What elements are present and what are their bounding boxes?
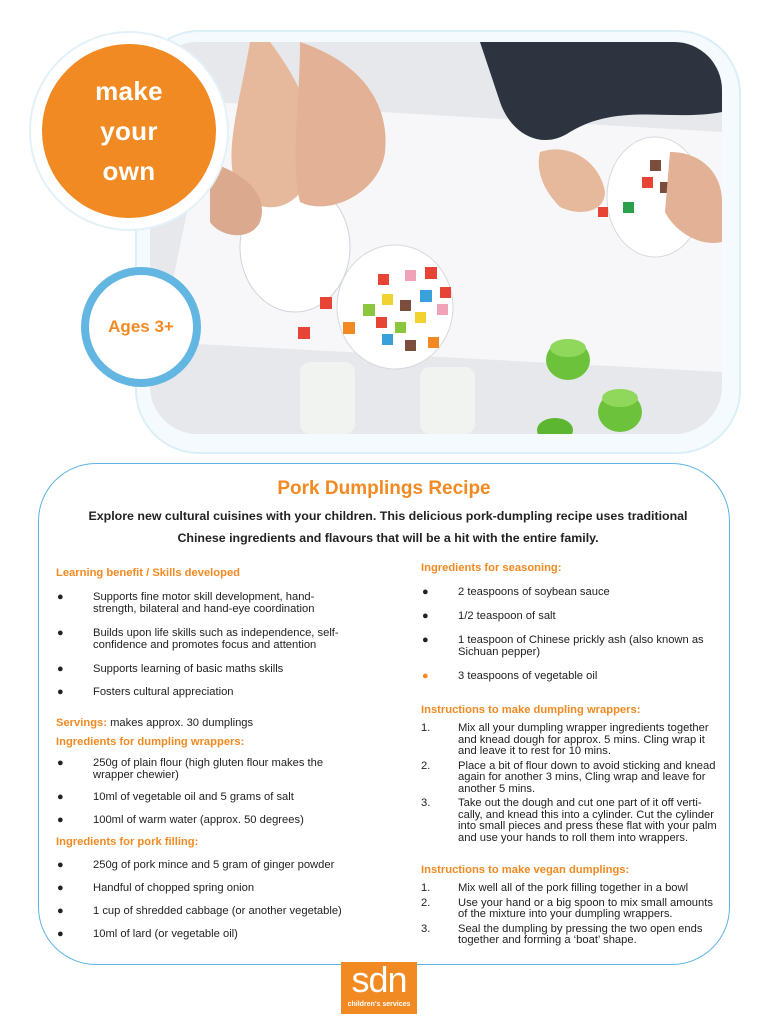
badge-word: make [95, 76, 163, 106]
filling-list [56, 859, 376, 940]
wrappers-heading: Ingredients for dumpling wrappers: [56, 736, 245, 748]
list-item: ● 1/2 teaspoon of salt [422, 610, 556, 622]
logo-subtext: children's services [347, 1001, 411, 1008]
vegan-instructions-heading: Instructions to make vegan dumplings: [421, 864, 630, 876]
list-item: ● 10ml of lard (or vegetable oil) [57, 928, 238, 940]
ages-label: Ages 3+ [108, 317, 174, 336]
list-item: ● 2 teaspoons of soybean sauce [422, 586, 610, 598]
wrappers-list [56, 757, 376, 826]
filling-heading: Ingredients for pork filling: [56, 836, 199, 848]
bullet-icon: ● [57, 627, 64, 639]
learning-list [56, 591, 376, 698]
list-item: ● 1 cup of shredded cabbage (or another vegetable) [57, 905, 342, 917]
logo-text: sdn [351, 959, 407, 1000]
bullet-icon: ● [57, 663, 64, 675]
learning-heading: Learning benefit / Skills developed [56, 567, 241, 579]
list-item: ● Handful of chopped spring onion [57, 882, 255, 894]
servings-label: Servings: [56, 717, 107, 729]
recipe-intro [60, 505, 716, 549]
list-item: 2. Place a bit of flour down to avoid sticking and knead again for another 3 mins, Cling wrap and leave for another 5 mins. [421, 759, 716, 795]
list-item: ● 3 teaspoons of vegetable oil [422, 670, 598, 682]
list-item: 1. Mix well all of the pork filling together in a bowl [421, 882, 689, 894]
bullet-icon: ● [57, 757, 64, 769]
list-item: 3. Seal the dumpling by pressing the two open ends together and forming a ‘boat’ shape. [421, 922, 703, 946]
seasoning-heading: Ingredients for seasoning: [421, 562, 562, 574]
bullet-icon: ● [57, 814, 64, 826]
intro-line: Chinese ingredients and flavours that will be a hit with the entire family. [177, 531, 599, 545]
list-item: ● 100ml of warm water (approx. 50 degrees) [57, 814, 304, 826]
vegan-steps [421, 883, 741, 947]
list-item: ● 1 teaspoon of Chinese prickly ash (also known as Sichuan pepper) [422, 634, 704, 658]
bullet-icon: ● [57, 791, 64, 803]
seasoning-list [421, 586, 741, 682]
ages-badge [81, 267, 201, 387]
bullet-icon: ● [57, 928, 64, 940]
list-item: ● Builds upon life skills such as independence, self- confidence and promotes focus and attention [57, 627, 339, 651]
bullet-icon: ● [57, 686, 64, 698]
badge-word: own [102, 156, 156, 186]
left-column [56, 567, 376, 940]
right-column [421, 562, 741, 947]
bullet-icon: ● [422, 634, 429, 646]
intro-line: Explore new cultural cuisines with your children. This delicious pork-dumpling recipe uses traditional [88, 509, 688, 523]
list-item: 3. Take out the dough and cut one part of it off verti- cally, and knead this into a cylinder. Cut the cylinder into small pieces and press these flat with your palm and use your hands to roll them into wrappers. [421, 797, 717, 844]
bullet-icon: ● [422, 670, 429, 682]
list-item: ● 10ml of vegetable oil and 5 grams of salt [57, 791, 294, 803]
bullet-icon: ● [57, 859, 64, 871]
list-item: ● Supports fine motor skill development, hand- strength, bilateral and hand-eye coordination [57, 591, 315, 615]
list-item: ● Supports learning of basic maths skills [57, 663, 284, 675]
list-item: ● Fosters cultural appreciation [57, 686, 234, 698]
bullet-icon: ● [57, 882, 64, 894]
servings-value: makes approx. 30 dumplings [110, 717, 254, 729]
list-item: 1. Mix all your dumpling wrapper ingredients together and knead dough for approx. 5 mins. Cling wrap it and leave it to rest for 10 mins. [421, 722, 709, 757]
hero-photo [150, 42, 722, 434]
list-item: ● 250g of plain flour (high gluten flour makes the wrapper chewier) [57, 757, 324, 781]
bullet-icon: ● [422, 610, 429, 622]
sdn-logo [341, 959, 417, 1014]
children-crafting-illustration [150, 42, 722, 434]
wrapper-instructions-heading: Instructions to make dumpling wrappers: [421, 704, 641, 716]
badge-word: your [100, 116, 158, 146]
bullet-icon: ● [422, 586, 429, 598]
make-your-own-badge [31, 33, 227, 229]
list-item: 2. Use your hand or a big spoon to mix small amounts of the mixture into your dumpling wrappers. [421, 896, 713, 920]
servings [56, 716, 376, 730]
bullet-icon: ● [57, 591, 64, 603]
list-item: ● 250g of pork mince and 5 gram of ginger powder [57, 859, 335, 871]
recipe-title: Pork Dumplings Recipe [277, 478, 491, 499]
bullet-icon: ● [57, 905, 64, 917]
wrapper-steps [421, 723, 741, 844]
